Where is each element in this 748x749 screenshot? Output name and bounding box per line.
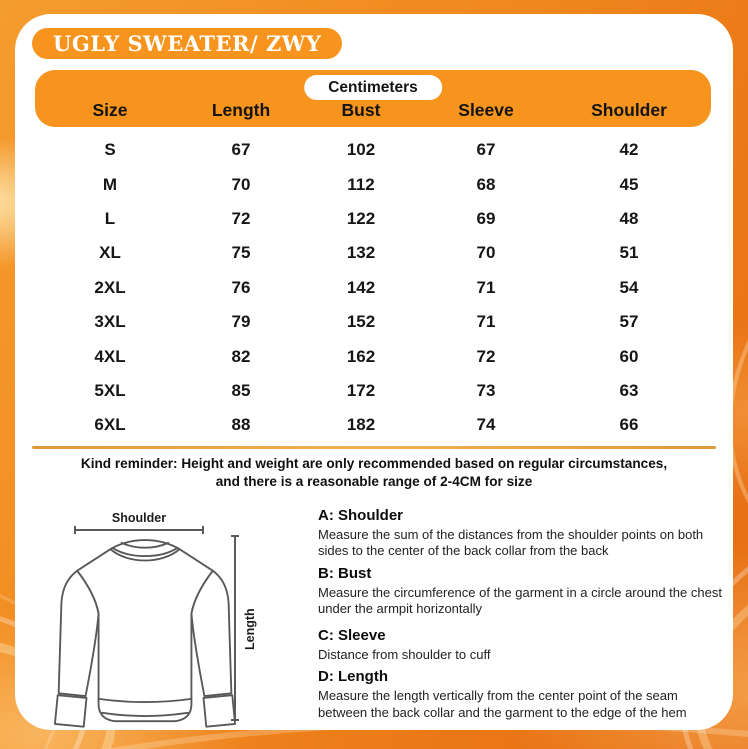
cell-shoulder: 42 — [619, 140, 639, 160]
guide-item-description: Measure the sum of the distances from the shoulder points on both sides to the center of the back collar from the back — [318, 526, 704, 559]
cell-length: 79 — [231, 312, 251, 332]
diagram-length-label: Length — [243, 608, 257, 650]
unit-badge-label: Centimeters — [328, 78, 418, 96]
cell-size: XL — [99, 243, 121, 263]
table-row — [35, 133, 711, 167]
cell-bust: 162 — [346, 346, 376, 366]
size-chart-card — [15, 14, 733, 730]
guide-item-heading: D: Length — [318, 668, 388, 686]
cell-shoulder: 54 — [619, 277, 639, 297]
kind-reminder-line1: Kind reminder: Height and weight are only recommended based on regular circumstances, — [80, 456, 668, 471]
cell-bust: 102 — [346, 140, 376, 160]
cell-size: S — [104, 140, 116, 160]
cell-length: 76 — [231, 277, 251, 297]
guide-item — [318, 627, 730, 663]
guide-item-description: Measure the length vertically from the center point of the seam between the back collar and the garment to the edge of the hem — [318, 688, 687, 720]
table-row — [35, 236, 711, 270]
cell-sleeve: 71 — [476, 312, 496, 332]
cell-bust: 132 — [346, 243, 376, 263]
cell-shoulder: 57 — [619, 312, 639, 332]
guide-item — [318, 507, 730, 560]
column-header-shoulder: Shoulder — [591, 99, 667, 120]
cell-size: 2XL — [94, 277, 126, 297]
size-table — [35, 70, 711, 443]
guide-item-heading: B: Bust — [318, 565, 372, 582]
cell-sleeve: 74 — [476, 415, 496, 435]
cell-size: 5XL — [94, 380, 126, 400]
guide-item — [318, 565, 730, 618]
guide-item-heading: C: Sleeve — [318, 627, 386, 644]
cell-size: 3XL — [94, 312, 126, 332]
cell-sleeve: 72 — [476, 346, 496, 366]
sweater-diagram — [52, 528, 238, 736]
table-row — [35, 408, 711, 442]
guide-item-description: Measure the circumference of the garment in a circle around the chest under the armpit horizontally — [318, 584, 722, 617]
cell-length: 75 — [231, 243, 251, 263]
product-title: UGLY SWEATER/ ZWY — [53, 31, 322, 56]
cell-length: 67 — [231, 140, 251, 160]
guide-item-heading: A: Shoulder — [318, 507, 403, 524]
table-row — [35, 202, 711, 236]
cell-size: M — [102, 174, 118, 194]
table-row — [35, 305, 711, 339]
cell-sleeve: 67 — [476, 140, 496, 160]
cell-shoulder: 51 — [619, 243, 639, 263]
table-row — [35, 374, 711, 408]
cell-size: 6XL — [94, 415, 126, 435]
cell-shoulder: 60 — [619, 346, 639, 366]
guide-item — [318, 668, 730, 721]
guide-item-description: Distance from shoulder to cuff — [318, 646, 491, 662]
cell-sleeve: 68 — [476, 174, 496, 194]
table-row — [35, 339, 711, 373]
table-row — [35, 271, 711, 305]
cell-sleeve: 69 — [476, 208, 496, 228]
size-table-header — [35, 70, 711, 127]
product-title-pill — [32, 28, 342, 59]
cell-length: 70 — [231, 174, 251, 194]
cell-size: L — [104, 208, 116, 228]
cell-shoulder: 66 — [619, 415, 639, 435]
column-header-row — [35, 96, 711, 124]
cell-shoulder: 45 — [619, 174, 639, 194]
sweater-left-cuff — [55, 695, 87, 727]
table-row — [35, 167, 711, 201]
measurement-guide — [318, 507, 730, 726]
diagram-shoulder-label: Shoulder — [111, 511, 167, 525]
cell-bust: 112 — [347, 174, 375, 194]
cell-length: 72 — [231, 208, 251, 228]
cell-bust: 152 — [346, 312, 376, 332]
kind-reminder-line2: and there is a reasonable range of 2-4CM for size — [215, 474, 533, 490]
length-measure-line — [231, 535, 239, 721]
column-header-size: Size — [92, 99, 128, 120]
cell-length: 88 — [231, 415, 251, 435]
cell-bust: 122 — [346, 208, 376, 228]
cell-sleeve: 71 — [476, 277, 496, 297]
cell-length: 82 — [231, 346, 251, 366]
cell-bust: 142 — [346, 277, 376, 297]
kind-reminder — [44, 455, 704, 491]
gold-divider — [32, 446, 716, 449]
column-header-length: Length — [211, 99, 271, 120]
cell-bust: 182 — [346, 415, 376, 435]
cell-length: 85 — [231, 380, 251, 400]
size-table-body — [35, 133, 711, 443]
column-header-sleeve: Sleeve — [458, 99, 514, 120]
cell-bust: 172 — [346, 380, 376, 400]
cell-shoulder: 63 — [619, 380, 639, 400]
cell-size: 4XL — [94, 346, 126, 366]
cell-sleeve: 70 — [476, 243, 496, 263]
cell-shoulder: 48 — [619, 208, 639, 228]
column-header-bust: Bust — [341, 99, 381, 120]
cell-sleeve: 73 — [476, 380, 496, 400]
